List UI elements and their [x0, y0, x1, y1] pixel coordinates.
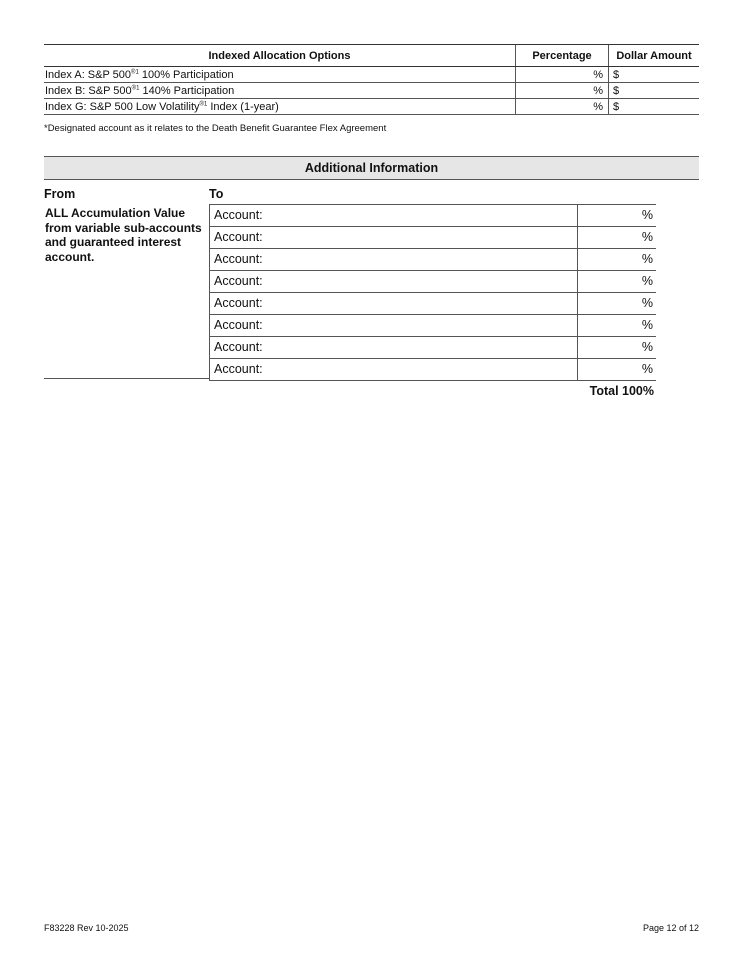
account-row	[210, 205, 656, 227]
account-name-field[interactable]: Account:	[210, 205, 578, 226]
header-percentage: Percentage	[516, 45, 609, 67]
account-percentage-field[interactable]: %	[641, 340, 653, 354]
header-dollar-amount: Dollar Amount	[609, 45, 700, 67]
index-g-percentage-field[interactable]: %	[516, 99, 609, 115]
index-row-b	[44, 83, 699, 99]
account-row	[210, 337, 656, 359]
index-b-percentage-field[interactable]: %	[516, 83, 609, 99]
account-percentage-field[interactable]: %	[641, 252, 653, 266]
account-percentage-field[interactable]: %	[641, 274, 653, 288]
index-row-g	[44, 99, 699, 115]
account-row	[210, 293, 656, 315]
account-row	[210, 227, 656, 249]
index-row-a	[44, 67, 699, 83]
account-row	[210, 315, 656, 337]
index-g-dollar-field[interactable]: $	[609, 99, 700, 115]
from-source-description: ALL Accumulation Value from variable sub-accounts and guaranteed interest account.	[45, 206, 202, 264]
form-number: F83228 Rev 10-2025	[44, 923, 129, 933]
index-option-name: Index A: S&P $500^{®1}$ 100% Participation	[44, 67, 516, 83]
account-name-field[interactable]: Account:	[210, 315, 578, 336]
from-column-divider	[44, 378, 210, 379]
from-column-label: From	[44, 187, 76, 201]
additional-information-heading: Additional Information	[44, 156, 699, 180]
account-percentage-field[interactable]: %	[641, 362, 653, 376]
account-name-field[interactable]: Account:	[210, 337, 578, 358]
account-percentage-field[interactable]: %	[641, 318, 653, 332]
to-column-label: To	[209, 187, 224, 201]
account-percentage-field[interactable]: %	[641, 296, 653, 310]
index-option-name: Index B: S&P $500^{®1}$ 140% Participation	[44, 83, 516, 99]
indexed-table-header-row	[44, 45, 699, 67]
account-name-field[interactable]: Account:	[210, 249, 578, 270]
account-name-field[interactable]: Account:	[210, 227, 578, 248]
total-percentage: Total 100%	[589, 384, 654, 398]
indexed-allocation-table	[44, 44, 699, 115]
index-a-percentage-field[interactable]: %	[516, 67, 609, 83]
page-number: Page 12 of 12	[642, 923, 699, 933]
account-percentage-field[interactable]: %	[641, 230, 653, 244]
account-row	[210, 359, 656, 381]
account-name-field[interactable]: Account:	[210, 359, 578, 380]
account-row	[210, 271, 656, 293]
account-name-field[interactable]: Account:	[210, 271, 578, 292]
header-indexed-allocation-options: Indexed Allocation Options	[44, 45, 516, 67]
index-b-dollar-field[interactable]: $	[609, 83, 700, 99]
designated-account-footnote: *Designated account as it relates to the Death Benefit Guarantee Flex Agreement	[44, 123, 387, 134]
index-option-name: Index G: S&P 500 Low Volatility$^{®1}$ Index (1-year)	[44, 99, 516, 115]
account-name-field[interactable]: Account:	[210, 293, 578, 314]
to-accounts-grid	[209, 204, 656, 381]
account-row	[210, 249, 656, 271]
account-percentage-field[interactable]: %	[641, 208, 653, 222]
index-a-dollar-field[interactable]: $	[609, 67, 700, 83]
